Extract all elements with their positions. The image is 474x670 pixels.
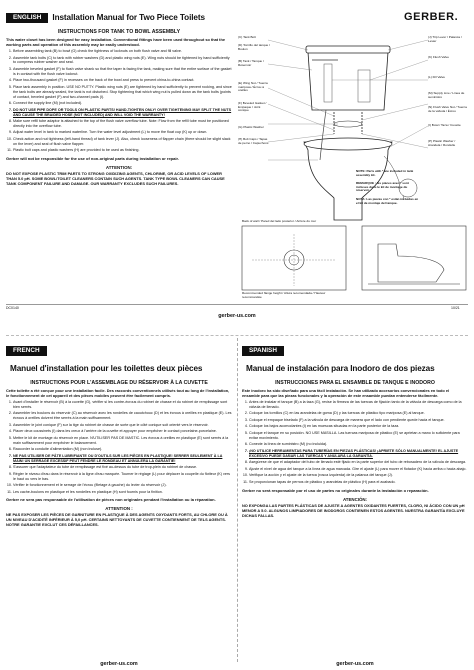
label-right-6: (P) Plastic Washer / Arandela / Rondelle xyxy=(428,139,456,147)
step-item: 7. ¡NO UTILICE HERRAMIENTAS PARA TUBERÍAS EN PIEZAS PLÁSTICAS! ¡APRIETE SÓLO MANUALMENTE! EL AJUSTE EXCESIVO PUEDE DAÑAR LAS TUERCAS Y ANULARÁ LA GARANTÍA. xyxy=(249,449,468,459)
label-left-6: (H) Bolt Caps / Tapas de perno / Capuchons xyxy=(238,137,269,145)
flush-valve xyxy=(358,70,370,102)
step-item: 5. Place tank assembly in position. USE NO PUTTY. Plastic wing nuts (E) are tightened by hand sufficiently to prevent rocking, and since the tank bolts are already sealed, the tank is not disturbed. Stop tightening that which wing nut is pulled down as the tank bolts (points of contact, beveled gasket (F) and two-channel pads (I). xyxy=(13,85,232,100)
section-subtitle: INSTRUCCIONES PARA EL ENSAMBLE DE TANQUE E INODORO xyxy=(275,380,435,386)
french-header xyxy=(6,342,232,378)
french-section xyxy=(6,342,232,664)
section-subtitle: INSTRUCTIONS FOR TANK TO BOWL ASSEMBLY xyxy=(57,29,181,35)
label-right-4: (N) Flush Valve Nut / Tuerca de la válvula / Écrou xyxy=(428,105,467,113)
step-item: 6. Connect the supply line (M) (not included). xyxy=(13,101,232,106)
label-left-2: (B) Tank / Tanque / Réservoir xyxy=(238,59,264,67)
site-url-fr: gerber-us.com xyxy=(100,661,138,667)
note-fr: REMARQUE : les pièces avec * sont incluses dans le kit de montage du réservoir. xyxy=(356,181,409,193)
step-item: 9. Ajuste el nivel de agua del tanque a la línea de agua marcada. Gire el ajuste (L) para mover el flotador (K) hacia arriba o hacia abajo. xyxy=(249,467,468,472)
step-item: 9. Régler le niveau d'eau dans le réservoir à la ligne d'eau marquée. Tourner le réglage (L) pour déplacer la coupelle du flotteur (K) vers le haut ou vers le bas. xyxy=(13,472,232,482)
intro-text: Este inodoro ha sido diseñado para una fácil instalación. Se han utilizado accesorios convencionales en todo el ensamble para que las piezas funcionales y la operación de este ensamble puedan entenderse fácilmente. xyxy=(242,388,450,398)
section-subtitle: INSTRUCTIONS POUR L'ASSEMBLAGE DU RÉSERVOIR À LA CUVETTE xyxy=(30,380,208,386)
step-item: 2. Coloque los tornillos (C) en las arandelas de goma (D) y las tuercas de plástico tipo mariposa (E) al tanque. xyxy=(249,411,468,416)
disclaimer: Gerber ne sera pas responsable de l'utilisation de pièces non originales pendant l'installation ou la réparation. xyxy=(6,497,216,503)
toilet-diagram xyxy=(238,30,470,300)
step-item: 1. Antes de instalar el tanque (B) a la taza (G), revise la firmeza de las tuercas de fijación tanto de la válvula de descarga como de la válvula de llenado. xyxy=(249,400,468,410)
step-item: 10. Check action and nut tightness (left-hand thread) of tank lever (J). Also, check looseness of flapper chain (there should be slight slack on the lever) and seal of flush valve flapper. xyxy=(13,137,232,147)
step-item: 6. Conecte la línea de suministro (M) (no incluida). xyxy=(249,442,468,447)
english-header xyxy=(6,9,232,27)
exploded-toilet-illustration xyxy=(238,30,470,300)
gasket xyxy=(334,121,362,127)
attention-heading: ATTENTION: xyxy=(105,165,133,171)
fill-valve xyxy=(324,64,332,102)
document-code: DC0140 xyxy=(6,306,19,310)
step-item: 8. S'assurer que l'adaptateur du tube de remplissage est fixé au-dessus du tube de trop-plein du robinet de chasse. xyxy=(13,465,232,470)
label-right-3: (M) Supply Line / Línea de suministro xyxy=(428,91,465,99)
steps-list xyxy=(6,400,232,494)
note-en: NOTE: Parts with * are included in tank assembly kit. xyxy=(356,169,414,177)
step-item: 5. Coloque el tanque en su posición. NO USE MASILLA. Las tuercas mariposa de plástico (E) se aprietan a mano lo suficiente para evitar movimiento. xyxy=(249,431,468,441)
step-item: 1. Before assembling tank (B) to bowl (G) check the tightness of locknuts on both flush valve and fill valve. xyxy=(13,49,232,54)
spanish-header xyxy=(242,342,468,378)
step-item: 10. Vérifier le fonctionnement et le serrage de l'écrou (filetage à gauche) du levier du réservoir (J). xyxy=(13,483,232,488)
step-item: 7. DO NOT USE PIPE DOPE OR TOOLS ON PLASTIC PARTS! HAND-TIGHTEN ONLY! OVER TIGHTENING MAY SPLIT THE NUTS AND CAUSE THE BRAIDED HOSE (NOT INCLUDED) AND WILL VOID THE WARRANTY! xyxy=(13,108,232,118)
tank-shape xyxy=(308,52,388,110)
steps-list xyxy=(6,49,232,153)
step-item: 4. Place two-thousand gasket (F) in recesses on the back of the bowl and press to prevent china-to-china contact. xyxy=(13,78,232,83)
intro-text: Cette toilette a été conçue pour une installation facile. Des raccords conventionnels utilisés tout au long de l'installation, le fonctionnement de cet appareil et des pièces mobiles peuvent être facilement compris. xyxy=(6,388,230,398)
english-section xyxy=(6,9,232,329)
label-left-4: (F) Beveled Gasket / Empaque / Joint conique xyxy=(238,101,267,113)
label-right-0: (J) Trip Lever / Palanca / Levier xyxy=(428,35,462,43)
step-item: 5. Mettre le kit de montage du réservoir en place. N'UTILISER PAS DE MASTIC. Les écrous à oreilles en plastique (E) sont serrés à la main suffisamment pour empêcher le balancement. xyxy=(13,436,232,446)
tank-lid xyxy=(306,46,390,53)
warning-text: NE PAS EXPOSER LES PIÈCES DE GARNITURE EN PLASTIQUE À DES AGENTS OXYDANTS FORTS, AU CHLORE OU À UN NIVEAU D'ACIDITÉ INFÉRIEUR À 5,0 pH. CERTAINS NETTOYANTS DE CUVETTE CONTIENNENT DE TELS AGENTS. NOTRE GARANTIE EXCLUT CES DÉFAILLANCES. xyxy=(6,512,228,528)
disclaimer: Gerber will not be responsible for the use of non-original parts during installation or repair. xyxy=(6,156,179,162)
attention-heading: ATTENTION : xyxy=(105,506,133,512)
language-tag: FRENCH xyxy=(6,346,47,356)
step-item: 4. Coloque los bajos acomodantes (I) en las muescas situadas en la parte posterior de la taza. xyxy=(249,424,468,429)
step-item: 9. Adjust water level in tank to marked waterline. Turn the water level adjustment (L) to move the float cup (K) up or down. xyxy=(13,130,232,135)
step-item: 2. Assemble tank bolts (C) to tank with rubber washers (D) and plastic wing nuts (E). Wing nuts should be tightened by hand sufficiently to compress rubber washer and seal. xyxy=(13,56,232,66)
step-item: 3. Assemble beveled gasket (F) to flush valve shank so that the taper is facing the tank, making sure that the entire surface of the gasket is in contact with the flush valve locknut. xyxy=(13,67,232,77)
site-url-es: gerber-us.com xyxy=(336,661,374,667)
disclaimer: Gerber no será responsable por el uso de partes no originales durante la instalación o reparación. xyxy=(242,487,429,493)
step-item: 3. Assembler le joint conique (F) sur la tige du robinet de chasse de sorte que le côté conique soit orienté vers le réservoir. xyxy=(13,423,232,428)
label-right-5: (I) Bowl / Taza / Cuvette xyxy=(428,123,461,127)
measure-caption: Recommended flange height / Altura recomendada / Hauteur recommandée xyxy=(242,291,326,299)
language-tag: SPANISH xyxy=(242,346,284,356)
gerber-logo: GERBER. xyxy=(404,11,459,23)
label-left-5: (G) Plastic Washer xyxy=(238,125,264,129)
label-left-0: (C) Tank Bolt xyxy=(238,35,256,39)
document-date: 10/21 xyxy=(451,306,460,310)
warning-text: DO NOT EXPOSE PLASTIC TRIM PARTS TO STRONG OXIDIZING AGENTS, CHLORINE, OR ACID LEVELS OF LOWER THAN 5.0 pH. SOME BOWL/TOILET CLEANERS CONTAIN SUCH AGENTS. TANK TYPE BOWL CLEANERS CAN CAUSE TANK COMPONENT FAILURE AND DAMAGE. OUR WARRANTY EXCLUDES SUCH FAILURES. xyxy=(6,171,225,187)
label-left-3: (E) Wing Nut / Tuerca mariposa / Écrou à oreilles xyxy=(238,81,268,93)
steps-list xyxy=(242,400,468,485)
label-left-1: (D) Tornillo del tanque / Boulon xyxy=(238,43,270,51)
step-item: 11. Plastic bolt caps and plastic washers (H) are provided to be used as finishing. xyxy=(13,148,232,153)
label-right-1: (K) Flush Valve xyxy=(428,55,449,59)
page-title: Installation Manual for Two Piece Toilets xyxy=(52,13,205,23)
spanish-section xyxy=(242,342,468,664)
step-item: 6. Raccorder la conduite d'alimentation (M) (non incluse). xyxy=(13,447,232,452)
step-item: 8. Asegúrese de que el adaptador del tubo de llenado esté fijado en la parte superior del tubo de rebosadero de la válvula de descarga. xyxy=(249,460,468,465)
page-title: Manual de instalación para Inodoro de dos piezas xyxy=(246,364,435,374)
step-item: 7. NE PAS UTILISER DE PÂTE LUBRIFIANTE OU D'OUTILS SUR LES PIÈCES EN PLASTIQUE! SERRER SEULEMENT À LA MAIN! UN SERRAGE EXCESSIF PEUT FENDRE LE RONDEAU ET ANNULERA LA GARANTIE! xyxy=(13,454,232,464)
intro-text: This water closet has been designed for easy installation. Conventional fittings have been used throughout so that the working parts and operation of this assembly may be easily understood. xyxy=(6,37,225,47)
attention-heading: ATENCIÓN: xyxy=(342,496,368,502)
step-item: 2. Assembler les boulons du réservoir (C) au réservoir avec les rondelles de caoutchouc (D) et les écrous à oreilles en plastique (E). Les écrous à oreilles doivent être serrés à la main suffisamment. xyxy=(13,411,232,421)
step-item: 4. Placer deux coussinets (I) dans les creux à l'arrière de la cuvette et appuyer pour empêcher le contact porcelaine-porcelaine. xyxy=(13,429,232,434)
step-item: 3. Coloque el empaque biselado (F) a la válvula de descarga de manera que el lado con pendiente quede hacia el tanque. xyxy=(249,418,468,423)
step-item: 8. Make sure refill tube adaptor is attached to the top of the flush valve overflow tube. Note: Flow from the refill tube must be positioned directly into the overflow tube. xyxy=(13,119,232,129)
note-es: NOTA: Las piezas con * están incluidas en el kit de montaje del tanque. xyxy=(356,197,419,205)
floor-caption: Back of wall / Pared del lado posterior / Arrière du mur xyxy=(242,219,317,223)
step-item: 10. Verifique la acción y el ajuste de la tuerca (rosca izquierda) de la palanca del tanque (J). xyxy=(249,473,468,478)
warning-text: NO EXPONGA LAS PARTES PLÁSTICAS DE AJUSTE A AGENTES OXIDANTES FUERTES, CLORO, NI ÁCIDO CON UN pH MENOR A 5.0. ALGUNOS LIMPIADORES DE INODOROS CONTIENEN ESTOS AGENTES. NUESTRA GARANTÍA EXCLUYE DICHAS FALLAS. xyxy=(242,502,465,518)
site-url: gerber-us.com xyxy=(218,313,256,319)
page-title: Manuel d'installation pour les toilettes deux pièces xyxy=(10,364,203,374)
step-item: 11. Se proporcionan tapas de pernos de plástico y arandelas de plástico (H) para el acabado. xyxy=(249,480,468,485)
step-item: 11. Les cache-boulons en plastique et les rondelles en plastique (H) sont fournis pour la finition. xyxy=(13,490,232,495)
label-right-2: (L) Fill Valve xyxy=(428,75,445,79)
language-tag: ENGLISH xyxy=(6,13,48,23)
step-item: 1. Avant d'installer le réservoir (B) à la cuvette (G), vérifier si les contre-écrous du robinet de chasse et du robinet de remplissage sont bien serrés. xyxy=(13,400,232,410)
